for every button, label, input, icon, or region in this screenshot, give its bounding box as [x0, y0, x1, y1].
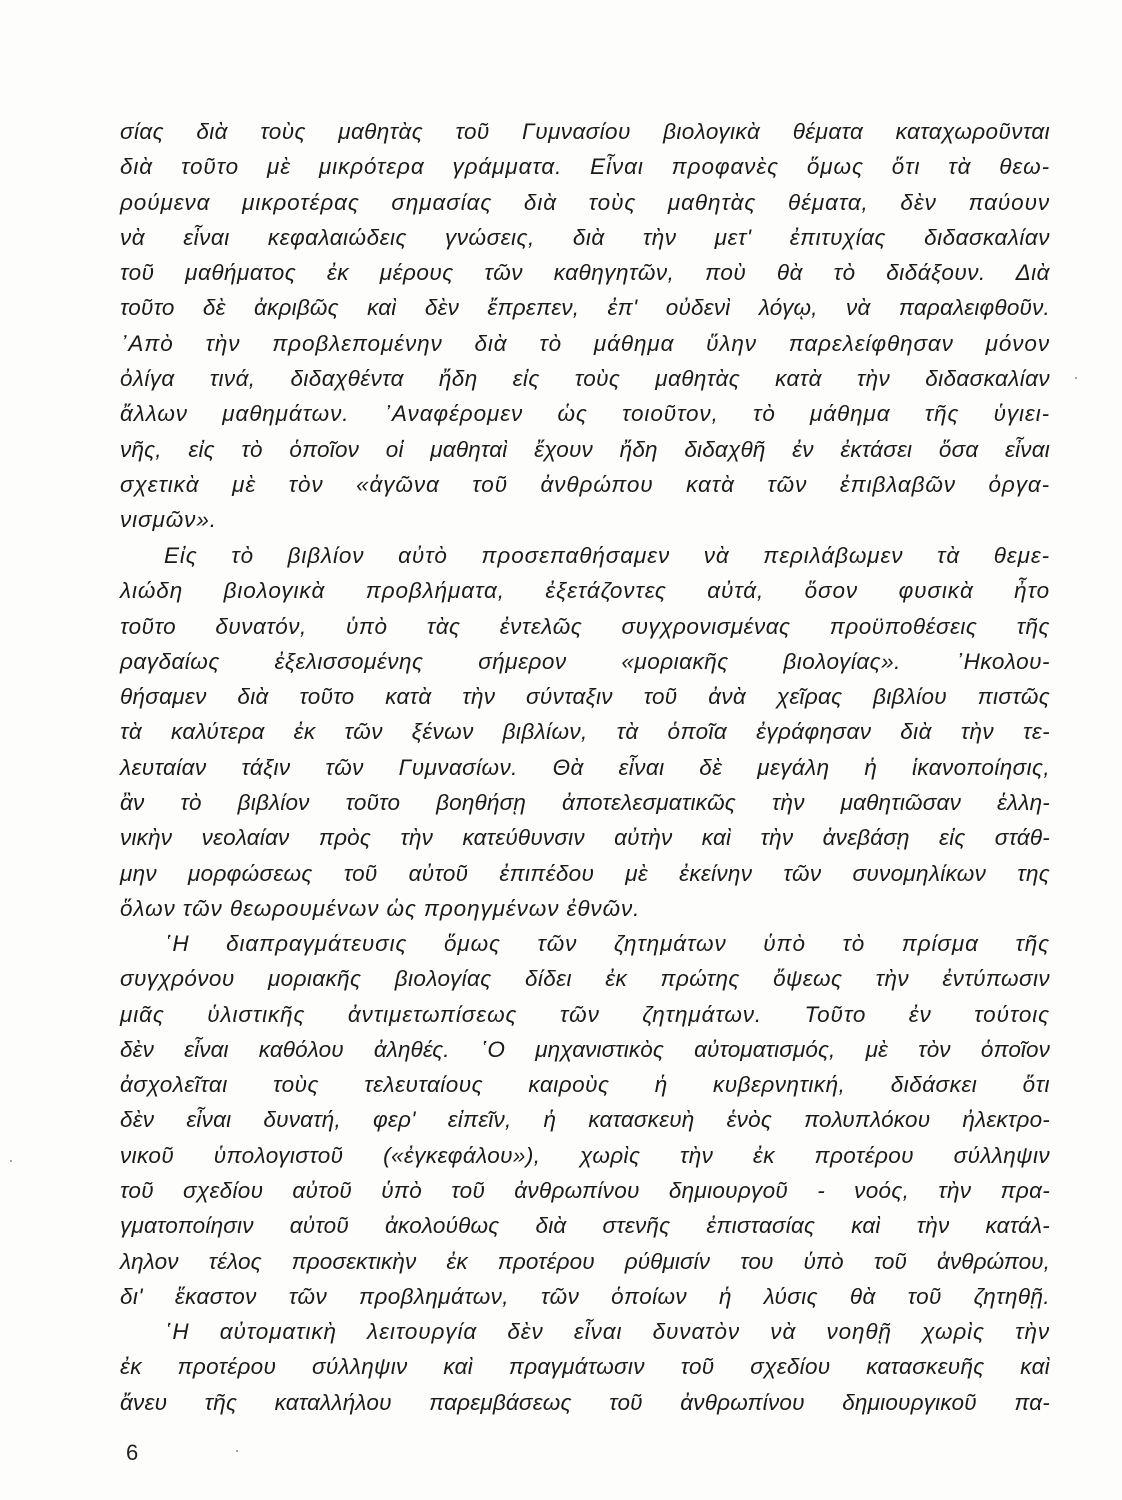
page-number: 6 — [126, 1440, 139, 1465]
paragraph-3 — [120, 926, 1050, 1314]
text-line: νὰ εἶναι κεφαλαιώδεις γνώσεις, διὰ τὴν μετ' ἐπιτυχίας διδασκαλίαν — [120, 224, 1050, 250]
text-line: ἄλλων μαθημάτων. ᾿Αναφέρομεν ὡς τοιοῦτον, τὸ μάθημα τῆς ὑγιει- — [120, 401, 1050, 427]
text-line: νικὴν νεολαίαν πρὸς τὴν κατεύθυνσιν αὐτὴν καὶ τὴν ἀνεβάσῃ εἰς στάθ- — [120, 825, 1050, 851]
paragraph-1 — [120, 114, 1050, 538]
text-line: ἂν τὸ βιβλίον τοῦτο βοηθήσῃ ἀποτελεσματικῶς τὴν μαθητιῶσαν ἑλλη- — [120, 790, 1050, 816]
text-line: νικοῦ ὑπολογιστοῦ («ἐγκεφάλου»), χωρὶς τὴν ἐκ προτέρου σύλληψιν — [120, 1142, 1050, 1168]
text-line: νισμῶν». — [120, 507, 217, 533]
text-line: ραγδαίως ἐξελισσομένης σήμερον «μοριακῆς βιολογίας». ᾿Ηκολου- — [120, 648, 1050, 674]
text-line: τοῦτο δὲ ἀκριβῶς καὶ δὲν ἔπρεπεν, ἐπ' οὐδενὶ λόγῳ, νὰ παραλειφθοῦν. — [120, 295, 1050, 321]
text-line: συγχρόνου μοριακῆς βιολογίας δίδει ἐκ πρώτης ὄψεως τὴν ἐντύπωσιν — [120, 966, 1050, 992]
text-line: λευταίαν τάξιν τῶν Γυμνασίων. Θὰ εἶναι δὲ μεγάλη ἡ ἱκανοποίησις, — [120, 754, 1050, 780]
scan-speck — [236, 1450, 238, 1452]
text-line: δὲν εἶναι καθόλου ἀληθές. ῾Ο μηχανιστικὸς αὐτοματισμός, μὲ τὸν ὁποῖον — [120, 1036, 1050, 1062]
text-line: ῾Η αὐτοματικὴ λειτουργία δὲν εἶναι δυνατὸν νὰ νοηθῇ χωρὶς τὴν — [164, 1319, 1050, 1344]
text-line: ῾Η διαπραγμάτευσις ὅμως τῶν ζητημάτων ὑπὸ τὸ πρίσμα τῆς — [164, 931, 1050, 956]
paragraph-2 — [120, 538, 1050, 926]
text-line: ἄνευ τῆς καταλλήλου παρεμβάσεως τοῦ ἀνθρωπίνου δημιουργικοῦ πα- — [120, 1389, 1050, 1415]
text-line: ὀλίγα τινά, διδαχθέντα ἤδη εἰς τοὺς μαθητὰς κατὰ τὴν διδασκαλίαν — [120, 366, 1050, 392]
text-line: δι' ἕκαστον τῶν προβλημάτων, τῶν ὁποίων ἡ λύσις θὰ τοῦ ζητηθῇ. — [120, 1283, 1050, 1309]
text-line: γματοποίησιν αὐτοῦ ἀκολούθως διὰ στενῆς ἐπιστασίας καὶ τὴν κατάλ- — [120, 1213, 1050, 1239]
text-line: διὰ τοῦτο μὲ μικρότερα γράμματα. Εἶναι προφανὲς ὅμως ὅτι τὰ θεω- — [120, 154, 1050, 180]
text-line: τοῦ μαθήματος ἐκ μέρους τῶν καθηγητῶν, ποὺ θὰ τὸ διδάξουν. Διὰ — [120, 260, 1050, 286]
scan-speck — [1075, 377, 1077, 379]
text-line: νῆς, εἰς τὸ ὁποῖον οἱ μαθηταὶ ἔχουν ἤδη διδαχθῆ ἐν ἐκτάσει ὅσα εἶναι — [120, 436, 1050, 462]
text-line: σίας διὰ τοὺς μαθητὰς τοῦ Γυμνασίου βιολογικὰ θέματα καταχωροῦνται — [120, 119, 1050, 144]
text-line: μην μορφώσεως τοῦ αὐτοῦ ἐπιπέδου μὲ ἐκείνην τῶν συνομηλίκων της — [120, 860, 1050, 886]
text-line: ληλον τέλος προσεκτικὴν ἐκ προτέρου ρύθμισίν του ὑπὸ τοῦ ἀνθρώπου, — [120, 1248, 1050, 1274]
paragraph-4 — [120, 1314, 1050, 1420]
text-line: ὅλων τῶν θεωρουμένων ὡς προηγμένων ἐθνῶν. — [120, 895, 641, 921]
text-line: λιώδη βιολογικὰ προβλήματα, ἐξετάζοντες αὐτά, ὅσον φυσικὰ ἦτο — [120, 578, 1050, 604]
text-line: τοῦ σχεδίου αὐτοῦ ὑπὸ τοῦ ἀνθρωπίνου δημιουργοῦ - νοός, τὴν πρα- — [120, 1178, 1050, 1204]
text-line: ἀσχολεῖται τοὺς τελευταίους καιροὺς ἡ κυβερνητική, διδάσκει ὅτι — [120, 1072, 1050, 1098]
text-line: Εἰς τὸ βιβλίον αὐτὸ προσεπαθήσαμεν νὰ περιλάβωμεν τὰ θεμε- — [164, 543, 1050, 568]
text-line: μιᾶς ὑλιστικῆς ἀντιμετωπίσεως τῶν ζητημάτων. Τοῦτο ἐν τούτοις — [120, 1001, 1050, 1027]
text-line: δὲν εἶναι δυνατή, φερ' εἰπεῖν, ἡ κατασκευὴ ἑνὸς πολυπλόκου ἠλεκτρο- — [120, 1107, 1050, 1133]
text-line: τὰ καλύτερα ἐκ τῶν ξένων βιβλίων, τὰ ὁποῖα ἐγράφησαν διὰ τὴν τε- — [120, 719, 1050, 745]
text-line: ρούμενα μικροτέρας σημασίας διὰ τοὺς μαθητὰς θέματα, δὲν παύουν — [120, 189, 1050, 215]
scan-speck — [10, 1160, 12, 1162]
text-line: ᾿Απὸ τὴν προβλεπομένην διὰ τὸ μάθημα ὕλην παρελείφθησαν μόνον — [120, 330, 1050, 356]
text-line: θήσαμεν διὰ τοῦτο κατὰ τὴν σύνταξιν τοῦ ἀνὰ χεῖρας βιβλίου πιστῶς — [120, 684, 1050, 710]
text-line: σχετικὰ μὲ τὸν «ἀγῶνα τοῦ ἀνθρώπου κατὰ τῶν ἐπιβλαβῶν ὀργα- — [120, 471, 1050, 497]
text-line: τοῦτο δυνατόν, ὑπὸ τὰς ἐντελῶς συγχρονισμένας προϋποθέσεις τῆς — [120, 613, 1050, 639]
text-line: ἐκ προτέρου σύλληψιν καὶ πραγμάτωσιν τοῦ σχεδίου κατασκευῆς καὶ — [120, 1354, 1050, 1380]
